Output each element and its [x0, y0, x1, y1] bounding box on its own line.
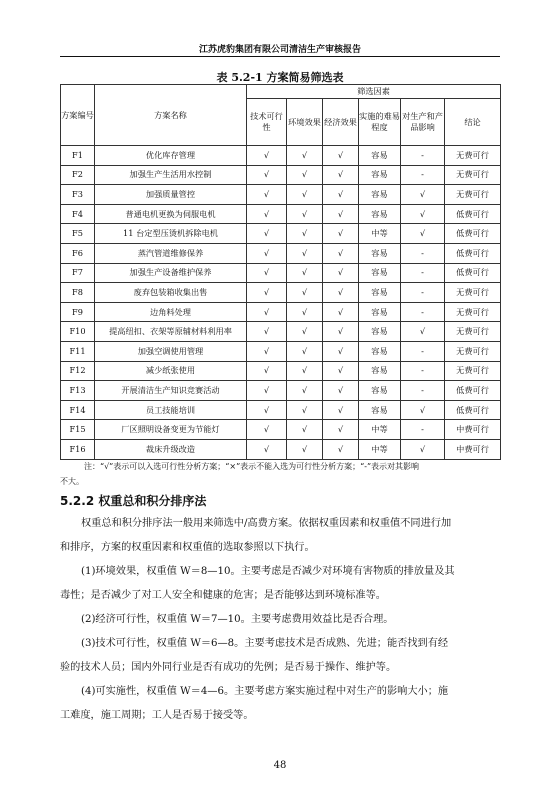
cell-result: 无费可行 [445, 146, 501, 166]
cell-env: √ [287, 341, 323, 361]
cell-impact: - [401, 283, 445, 303]
col-header-impact: 对生产和产品影响 [401, 99, 445, 146]
text-line: (3)技术可行性，权重值 W＝6—8。主要考虑技术是否成熟、先进；能否找到有经 [81, 638, 449, 649]
cell-impact: √ [401, 224, 445, 244]
col-header-ease: 实施的难易程度 [359, 99, 401, 146]
table-row [61, 400, 501, 420]
cell-id: F11 [61, 341, 95, 361]
cell-econ: √ [323, 361, 359, 381]
cell-impact: √ [401, 204, 445, 224]
cell-tech: √ [247, 146, 287, 166]
table-row [61, 341, 501, 361]
cell-ease: 容易 [359, 400, 401, 420]
paragraph-technical [60, 632, 500, 680]
col-header-id: 方案编号 [61, 85, 95, 146]
text-line: 毒性；是否减少了对工人安全和健康的危害；是否能够达到环境标准等。 [60, 590, 386, 601]
cell-impact: - [401, 341, 445, 361]
cell-econ: √ [323, 400, 359, 420]
cell-id: F14 [61, 400, 95, 420]
cell-econ: √ [323, 302, 359, 322]
cell-name: 边角料处理 [95, 302, 247, 322]
cell-env: √ [287, 185, 323, 205]
col-header-econ: 经济效果 [323, 99, 359, 146]
cell-ease: 容易 [359, 263, 401, 283]
cell-econ: √ [323, 146, 359, 166]
table-row [61, 204, 501, 224]
cell-ease: 中等 [359, 439, 401, 459]
cell-env: √ [287, 204, 323, 224]
cell-id: F4 [61, 204, 95, 224]
cell-ease: 容易 [359, 341, 401, 361]
cell-result: 无费可行 [445, 322, 501, 342]
cell-result: 低费可行 [445, 381, 501, 401]
cell-id: F1 [61, 146, 95, 166]
cell-name: 减少纸张使用 [95, 361, 247, 381]
cell-name: 废弃包装箱收集出售 [95, 283, 247, 303]
screening-table [60, 84, 501, 460]
note-line-2: 不大。 [60, 477, 84, 486]
cell-env: √ [287, 381, 323, 401]
cell-ease: 容易 [359, 204, 401, 224]
table-row [61, 420, 501, 440]
cell-id: F9 [61, 302, 95, 322]
cell-env: √ [287, 224, 323, 244]
cell-name: 加强空调使用管理 [95, 341, 247, 361]
table-row [61, 185, 501, 205]
cell-econ: √ [323, 341, 359, 361]
cell-name: 员工技能培训 [95, 400, 247, 420]
table-row [61, 243, 501, 263]
cell-result: 低费可行 [445, 224, 501, 244]
cell-econ: √ [323, 420, 359, 440]
cell-econ: √ [323, 381, 359, 401]
cell-ease: 容易 [359, 146, 401, 166]
text-line: (2)经济可行性，权重值 W＝7—10。主要考虑费用效益比是否合理。 [81, 614, 394, 625]
col-header-env: 环境效果 [287, 99, 323, 146]
cell-name: 加强生产设备维护保养 [95, 263, 247, 283]
cell-result: 低费可行 [445, 204, 501, 224]
cell-env: √ [287, 439, 323, 459]
cell-name: 提高纽扣、衣架等原辅材料利用率 [95, 322, 247, 342]
note-line-1: 注：“√”表示可以入选可行性分析方案；“×”表示不能入选为可行性分析方案；“-”表示对其影响 [84, 462, 420, 471]
cell-id: F10 [61, 322, 95, 342]
cell-id: F2 [61, 165, 95, 185]
cell-tech: √ [247, 302, 287, 322]
cell-impact: - [401, 165, 445, 185]
cell-id: F7 [61, 263, 95, 283]
table-row [61, 165, 501, 185]
cell-env: √ [287, 322, 323, 342]
cell-name: 加强生产生活用水控制 [95, 165, 247, 185]
cell-tech: √ [247, 439, 287, 459]
cell-impact: - [401, 361, 445, 381]
cell-impact: √ [401, 322, 445, 342]
cell-name: 普通电机更换为伺服电机 [95, 204, 247, 224]
cell-econ: √ [323, 243, 359, 263]
table-row [61, 146, 501, 166]
cell-ease: 中等 [359, 224, 401, 244]
table-row [61, 263, 501, 283]
cell-env: √ [287, 243, 323, 263]
cell-tech: √ [247, 322, 287, 342]
cell-tech: √ [247, 165, 287, 185]
cell-result: 无费可行 [445, 361, 501, 381]
paragraph-environment [60, 560, 500, 608]
table-row [61, 361, 501, 381]
cell-result: 无费可行 [445, 185, 501, 205]
cell-name: 11 台定型压烫机拆除电机 [95, 224, 247, 244]
cell-tech: √ [247, 420, 287, 440]
paragraph-economic [60, 608, 500, 632]
cell-result: 低费可行 [445, 243, 501, 263]
cell-name: 加强质量管控 [95, 185, 247, 205]
cell-ease: 容易 [359, 185, 401, 205]
text-line: 验的技术人员；国内外同行业是否有成功的先例；是否易于操作、维护等。 [60, 662, 397, 673]
cell-impact: √ [401, 400, 445, 420]
cell-id: F3 [61, 185, 95, 205]
text-line: 和排序，方案的权重因素和权重值的选取参照以下执行。 [60, 542, 315, 553]
cell-tech: √ [247, 185, 287, 205]
cell-id: F13 [61, 381, 95, 401]
cell-env: √ [287, 302, 323, 322]
cell-impact: √ [401, 439, 445, 459]
cell-env: √ [287, 263, 323, 283]
cell-tech: √ [247, 361, 287, 381]
col-header-tech: 技术可行性 [247, 99, 287, 146]
header-divider [60, 56, 500, 57]
cell-env: √ [287, 146, 323, 166]
cell-tech: √ [247, 204, 287, 224]
page-header: 江苏虎豹集团有限公司清洁生产审核报告 [198, 45, 361, 55]
text-line: (1)环境效果，权重值 W＝8—10。主要考虑是否减少对环境有害物质的排放量及其 [81, 566, 455, 577]
cell-name: 开展清洁生产知识竞赛活动 [95, 381, 247, 401]
cell-econ: √ [323, 224, 359, 244]
table-row [61, 224, 501, 244]
page-number: 48 [273, 760, 287, 771]
cell-name: 裁床升级改造 [95, 439, 247, 459]
cell-env: √ [287, 283, 323, 303]
cell-id: F16 [61, 439, 95, 459]
cell-ease: 容易 [359, 165, 401, 185]
cell-econ: √ [323, 185, 359, 205]
cell-env: √ [287, 400, 323, 420]
cell-econ: √ [323, 165, 359, 185]
cell-ease: 容易 [359, 322, 401, 342]
text-line: 权重总和积分排序法一般用来筛选中/高费方案。依据权重因素和权重值不同进行加 [81, 518, 452, 529]
cell-impact: - [401, 243, 445, 263]
cell-name: 厂区照明设备变更为节能灯 [95, 420, 247, 440]
cell-ease: 容易 [359, 283, 401, 303]
cell-result: 无费可行 [445, 341, 501, 361]
cell-ease: 容易 [359, 243, 401, 263]
cell-impact: - [401, 420, 445, 440]
col-header-result: 结论 [445, 99, 501, 146]
table-row [61, 283, 501, 303]
table-note [60, 459, 504, 489]
cell-env: √ [287, 165, 323, 185]
cell-impact: - [401, 263, 445, 283]
cell-econ: √ [323, 204, 359, 224]
cell-env: √ [287, 361, 323, 381]
section-heading: 5.2.2 权重总和积分排序法 [60, 494, 207, 508]
cell-name: 蒸汽管道维修保养 [95, 243, 247, 263]
cell-id: F15 [61, 420, 95, 440]
cell-env: √ [287, 420, 323, 440]
cell-result: 中费可行 [445, 439, 501, 459]
cell-impact: - [401, 302, 445, 322]
cell-id: F6 [61, 243, 95, 263]
cell-tech: √ [247, 224, 287, 244]
table-row [61, 322, 501, 342]
cell-econ: √ [323, 322, 359, 342]
table-title: 表 5.2-1 方案简易筛选表 [216, 71, 344, 84]
col-header-name: 方案名称 [95, 85, 247, 146]
cell-name: 优化库存管理 [95, 146, 247, 166]
paragraph-intro [60, 512, 500, 560]
paragraph-feasibility [60, 680, 500, 728]
cell-impact: - [401, 381, 445, 401]
cell-tech: √ [247, 243, 287, 263]
cell-result: 无费可行 [445, 283, 501, 303]
cell-ease: 中等 [359, 420, 401, 440]
cell-id: F5 [61, 224, 95, 244]
cell-result: 无费可行 [445, 302, 501, 322]
cell-ease: 容易 [359, 361, 401, 381]
cell-ease: 容易 [359, 381, 401, 401]
cell-result: 低费可行 [445, 400, 501, 420]
cell-econ: √ [323, 283, 359, 303]
cell-impact: - [401, 146, 445, 166]
cell-econ: √ [323, 263, 359, 283]
cell-econ: √ [323, 439, 359, 459]
col-group-factors: 筛选因素 [247, 85, 501, 99]
cell-id: F8 [61, 283, 95, 303]
text-line: 工难度，施工周期；工人是否易于接受等。 [60, 710, 254, 721]
cell-tech: √ [247, 381, 287, 401]
cell-result: 低费可行 [445, 263, 501, 283]
cell-impact: √ [401, 185, 445, 205]
table-row [61, 439, 501, 459]
cell-ease: 容易 [359, 302, 401, 322]
cell-tech: √ [247, 283, 287, 303]
cell-tech: √ [247, 400, 287, 420]
cell-result: 中费可行 [445, 420, 501, 440]
cell-result: 无费可行 [445, 165, 501, 185]
table-row [61, 302, 501, 322]
cell-tech: √ [247, 263, 287, 283]
cell-id: F12 [61, 361, 95, 381]
text-line: (4)可实施性，权重值 W＝4—6。主要考虑方案实施过程中对生产的影响大小；施 [81, 686, 449, 697]
cell-tech: √ [247, 341, 287, 361]
table-row [61, 381, 501, 401]
